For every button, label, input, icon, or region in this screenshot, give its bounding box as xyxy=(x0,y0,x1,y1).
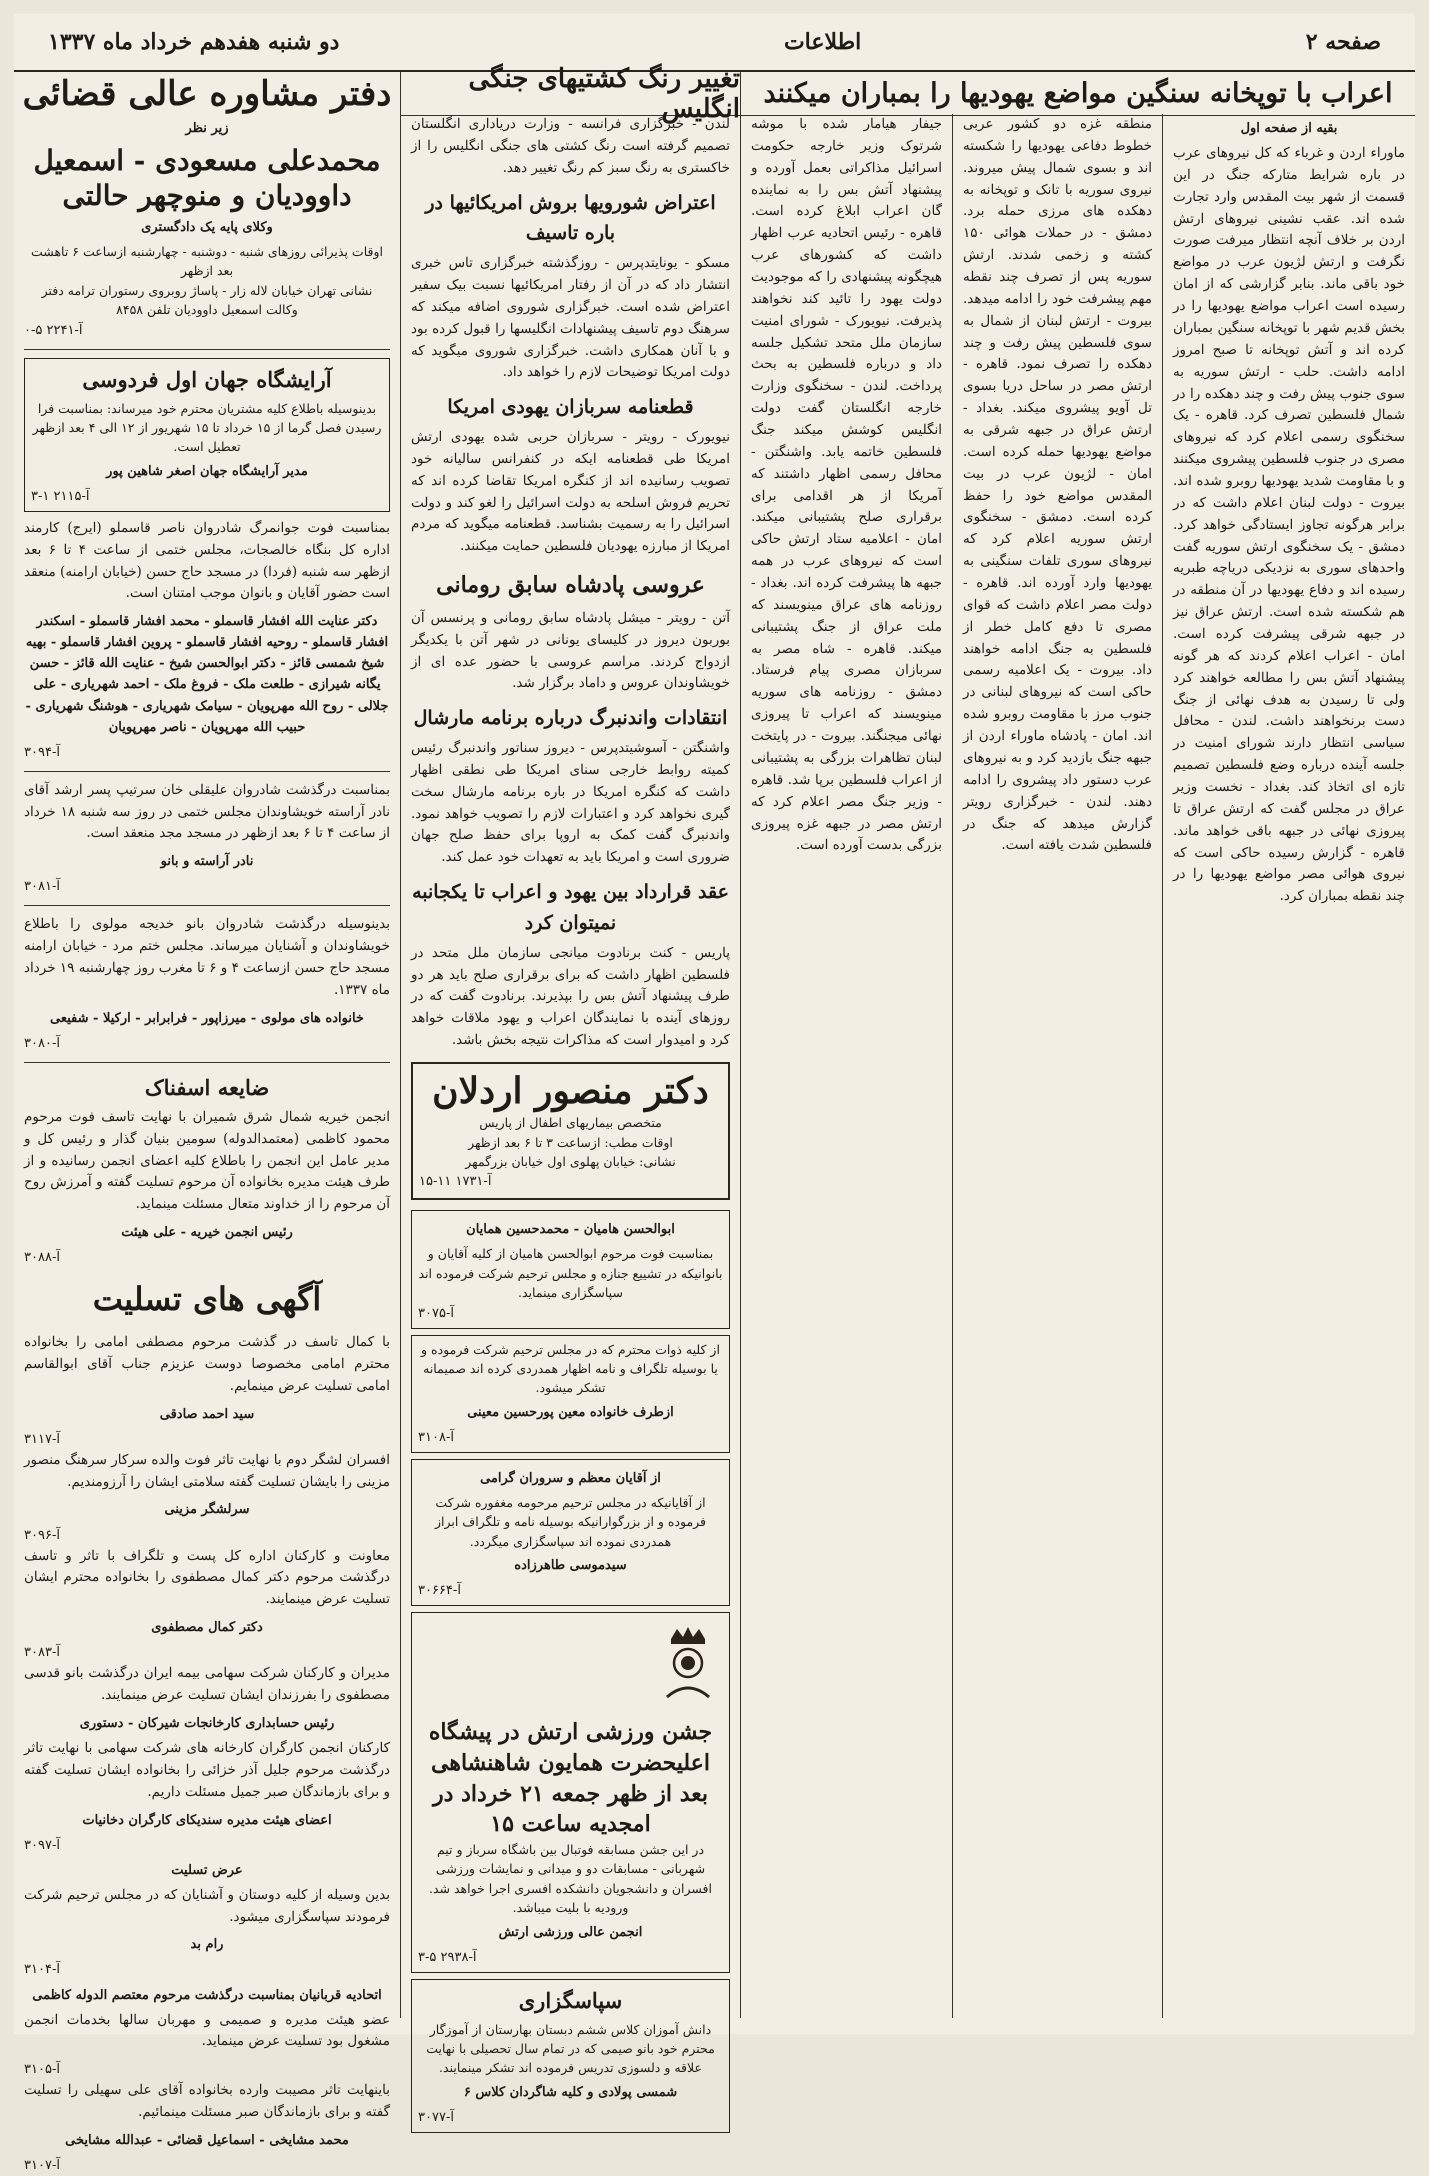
loss-code: آ-۳۰۸۸ xyxy=(24,1250,60,1266)
thanks-ad-3 xyxy=(411,1459,730,1606)
news-veterans-text: نیویورک - رویتر - سربازان حربی شده یهودی ارتش امریکا طی قطعنامه ایکه در کنفرانس سالیانه خود تصویب رسانیده اند از کنگره امریکا تقاضا کرده اند که تحریم فروش اسلحه به دولت اسرائیل را لغو کند و دولت اسرائیل را به رسمیت بشناسد. قطعنامه میگوید که مردم امریکا از مبارزه یهودیان فلسطین حمایت میکنند. xyxy=(411,429,730,555)
news-truce-title: عقد قرارداد بین یهود و اعراب تا یکجانبه نمیتوان کرد xyxy=(412,881,729,934)
salon-title: آرایشگاه جهان اول فردوسی xyxy=(82,366,332,392)
thanks-ad-1 xyxy=(411,1210,730,1328)
sport-text: در این جشن مسابقه فوتبال بین باشگاه سرباز و تیم شهربانی - مسابقات دو و میدانی و نمایشات ورزشی افسران و دانشجویان دانشکده افسری اجرا خواهد شد. ورودیه با بلیت میباشد. xyxy=(428,1842,712,1916)
doctor-code: آ-۱۷۳۱ ۱۱-۱۵ xyxy=(419,1174,492,1190)
union-title: اتحادیه قربانیان بمناسبت درگذشت مرحوم معتصم الدوله کاظمی xyxy=(32,1987,382,2003)
thanks-3-sign: سیدموسی طاهرزاده xyxy=(514,1557,627,1573)
divider xyxy=(24,1062,390,1063)
last-notice-sign: محمد مشایخی - اسماعیل قضائی - عبدالله مشایخی xyxy=(65,2133,349,2149)
thanks-3-text: از آقایانیکه در مجلس ترحیم مرحومه مغفوره شرکت فرموده و از بزرگوارانیکه بوسیله نامه و تلگراف ابراز همدردی نموده اند سپاسگزاری میگردد. xyxy=(434,1494,707,1549)
thanks-4-sign: شمسی پولادی و کلیه شاگردان کلاس ۶ xyxy=(463,2084,678,2100)
doctor-hours: اوقات مطب: ازساعت ۳ تا ۶ بعد ازظهر xyxy=(468,1134,673,1150)
lead-text-1: ماوراء اردن و غرباء که کل نیروهای عرب در باره شرایط متارکه جنگ در این قسمت از شهر بیت المقدس وارد تجارت شده اند. عقب نشینی نیروهای ارتش اردن بر خلاف آنچه انتظار میرفت صورت نگرفت و ارتش لژیون عرب در مواضع خود باقی ماند. بنابر گزارشی که از امان رسیده است اعراب مواضع یهودیها را در بخش قدیم شهر با توپخانه سنگین بمباران کرده اند و آتش توپخانه تا صبح امروز ادامه داشت. حلب - ارتش سوریه به سوی جنوب پیش رفت و چند دهکده را در شمال فلسطین تصرف کرد. قاهره - یک سخنگوی رسمی اعلام کرد که نیروهای مصری در جنوب فلسطین پیشروی میکنند و با مقاومت شدید یهودیها روبرو شده اند. بیروت - دولت لبنان اعلام داشت که در برابر هرگونه تجاوز ایستادگی خواهد کرد. دمشق - یک سخنگوی ارتش سوریه گفت واحدهای سوری به نزدیکی دریاچه طبریه رسیده اند و دفاع یهودیها در آن منطقه در هم شکسته شده است. ارتش عراق نیز در جبهه شرقی پیشرفت کرده است. امان - اعراب اعلام کردند که هر گونه پیشنهاد آتش بس را مطالعه خواهند کرد ولی تا رسیدن به هدف نهائی از جنگ دست برنخواهند داشت. لندن - محافل سیاسی انتظار دارند شورای امنیت در جلسه آینده درباره وضع فلسطین تصمیم تازه ای اتخاذ کند. بغداد - نخست وزیر عراق در مجلس گفت که ارتش عراق تا پیروزی نهائی در جبهه باقی خواهد ماند. قاهره - گزارش رسیده حاکی است که نیروی هوائی مصر مواضع یهودیها را در چند نقطه بمباران کرد. xyxy=(1173,145,1405,905)
thanks-sign: رام بد xyxy=(190,1937,224,1953)
condolence-3-code: آ-۳۰۸۳ xyxy=(24,1645,60,1661)
office-hours: اوقات پذیرائی روزهای شنبه - دوشنبه - چهارشنبه ازساعت ۶ تاهشت بعد ازظهر xyxy=(31,244,383,279)
newspaper-page xyxy=(14,14,1415,2174)
condolence-5-text: کارکنان انجمن کارگران کارخانه های شرکت سهامی با نهایت تاثر درگذشت مرحوم جلیل آذر خزائی را بخانواده ایشان تسلیت گفته و برای بازماندگان صبر جمیل مسئلت داریم. xyxy=(24,1740,390,1800)
notice-2-sign: نادر آراسته و بانو xyxy=(160,854,254,870)
world-news-column xyxy=(401,114,741,2125)
last-notice-text: باینهایت تاثر مصیبت وارده بخانواده آقای علی سهیلی را تسلیت گفته و برای بازماندگان صبر مسئلت مینمائیم. xyxy=(24,2082,390,2121)
condolence-1-text: با کمال تاسف در گذشت مرحوم مصطفی امامی را بخانواده محترم امامی مخصوصا دوست عزیزم جناب آقای ابوالقاسم امامی تسلیت عرض مینمایم. xyxy=(24,1334,390,1394)
salon-text: بدینوسیله باطلاع کلیه مشتریان محترم خود میرساند: بمناسبت فرا رسیدن فصل گرما از ۱۵ خرداد تا ۱۵ شهریور از ۱۲ الی ۴ بعد ازظهر تعطیل است. xyxy=(32,400,382,455)
notice-1-code: آ-۳۰۹۴ xyxy=(24,744,60,760)
lead-text-3: جیفار هیامار شده با موشه شرتوک وزیر خارجه حکومت اسرائیل مذاکراتی بعمل آورده و پیشنهاد آتش بس را به نماینده گان اعراب ابلاغ کرده است. قاهره - رئیس اتحادیه عرب اظهار داشت که کشورهای عرب هیچگونه پیشنهادی را که موجودیت دولت یهود را تائید کند نخواهند پذیرفت. نیویورک - شورای امنیت سازمان ملل متحد تشکیل جلسه داد و درباره فلسطین به بحث پرداخت. لندن - سخنگوی وزارت خارجه انگلستان گفت دولت انگلیس کوشش میکند جنگ فلسطین خاتمه یابد. واشنگتن - محافل رسمی اظهار داشتند که آمریکا از هر اقدامی برای برقراری صلح پشتیبانی میکند. امان - اعلامیه ستاد ارتش حاکی است که نیروهای عرب در همه جبهه ها پیشرفت کرده اند. بغداد - روزنامه های عراق مینویسند که ملت عراق از جنگ پشتیبانی میکند. قاهره - شاه مصر به سربازان مصری پیام فرستاد. دمشق - روزنامه های سوریه مینویسند که اعراب تا پیروزی نهائی میجنگند. بیروت - در پایتخت لبنان تظاهرات بزرگی به پشتیبانی از اعراب فلسطین برپا شد. قاهره - وزیر جنگ مصر اعلام کرد که ارتش مصر در جبهه غزه پیروزی بزرگی بدست آورده است. xyxy=(751,116,942,854)
news-wedding-text: آتن - رویتر - میشل پادشاه سابق رومانی و پرنسس آن بوربون دیروز در کلیسای یونانی در شهر آتن با یکدیگر ازدواج کردند. مراسم عروسی با حضور عده ای از خویشاوندان عروس و داماد برگزار شد. xyxy=(411,609,730,692)
news-wedding-title: عروسی پادشاه سابق رومانی xyxy=(436,572,705,599)
loss-sign: رئیس انجمن خیریه - علی هیئت xyxy=(121,1225,293,1241)
lead-headline: اعراب با توپخانه سنگین مواضع یهودیها را بمباران میکنند xyxy=(741,72,1415,116)
thanks-text: بدین وسیله از کلیه دوستان و آشنایان که در مجلس ترحیم شرکت فرمودند سپاسگزاری میشود. xyxy=(24,1886,390,1925)
sport-sign: انجمن عالی ورزشی ارتش xyxy=(498,1924,643,1940)
news-paint-text: لندن - خبرگزاری فرانسه - وزارت دریاداری انگلستان تصمیم گرفته است رنگ کشتی های جنگی انگلیس را از خاکستری به رنگ سبز کم رنگ تغییر دهد. xyxy=(411,116,730,176)
divider xyxy=(24,771,390,772)
sport-ad xyxy=(411,1612,730,1973)
condolence-2-text: افسران لشگر دوم با نهایت تاثر فوت والده سرکار سرهنگ منصور مزینی را بایشان تسلیت گفته سلامتی ایشان را آرزومندیم. xyxy=(24,1451,390,1490)
col4-headline: تغییر رنگ کشتیهای جنگی انگلیس xyxy=(401,72,741,116)
notice-3-text: بدینوسیله درگذشت شادروان بانو خدیجه مولوی را باطلاع خویشاوندان و آشنایان میرساند. مجلس ختم مرد - خیابان ارامنه مسجد حاج حسن ازساعت ۴ و ۶ تا مغرب روز چهارشنبه ۱۹ خرداد ماه ۱۳۳۷. xyxy=(24,916,391,998)
union-text: عضو هیئت مدیره و صمیمی و مهربان سالها بخدمات انجمن مشغول بود تسلیت عرض مینماید. xyxy=(24,2011,390,2050)
news-soviet-text: مسکو - یونایتدپرس - روزگذشته خبرگزاری تاس خبری انتشار داد که در آن از رفتار امریکائیها نسبت بیک سفیر اعتراض شده است. خبرگزاری شوروی اضافه میکند که سرهنگ دوم تاسیف پیشنهادات انگلیسها را قبول کرده بود و با آنان همکاری داشت. خبرگزاری شوروی میگوید که دولت امریکا توضیحات لازم را خواهد داد. xyxy=(411,255,730,381)
issue-date: دو شنبه هفدهم خرداد ماه ۱۳۳۷ xyxy=(48,29,340,55)
thanks-ad-2 xyxy=(411,1335,730,1453)
condolence-1-sign: سید احمد صادقی xyxy=(159,1406,255,1422)
thanks-1-text: بمناسبت فوت مرحوم ابوالحسن هامیان از کلیه آقایان و بانوانیکه در تشییع جنازه و مجلس ترحیم شرکت فرموده اند سپاسگزاری مینماید. xyxy=(418,1246,723,1301)
notice-3-sign: خانواده های مولوی - میرزاپور - فرابرابر - ارکیلا - شفیعی xyxy=(50,1010,364,1026)
doctor-ad xyxy=(411,1062,730,1200)
condolence-section-title: آگهی های تسلیت xyxy=(92,1280,322,1319)
salon-sign: مدیر آرایشگاه جهان اصغر شاهین پور xyxy=(106,463,308,479)
thanks-3-title: از آقایان معظم و سروران گرامی xyxy=(480,1470,661,1486)
condolence-2-sign: سرلشگر مزینی xyxy=(164,1502,250,1518)
condolence-3-sign: دکتر کمال مصطفوی xyxy=(151,1620,263,1636)
page-number: صفحه ۲ xyxy=(1305,29,1381,55)
office-code: آ-۲۲۴۱ ۵-۰ xyxy=(24,322,83,338)
thanks-3-code: آ-۳۰۶۶۴ xyxy=(418,1583,461,1599)
condolence-5-code: آ-۳۰۹۷ xyxy=(24,1837,60,1853)
lead-column-1 xyxy=(1163,114,1415,2018)
thanks-ad-4 xyxy=(411,1979,730,2133)
condolence-2-code: آ-۳۰۹۶ xyxy=(24,1527,60,1543)
office-supervision: زیر نظر xyxy=(185,121,229,136)
news-truce-text: پاریس - کنت برنادوت میانجی سازمان ملل متحد در فلسطین اظهار داشت که برای برقراری صلح باید هر دو طرف پیشنهاد آتش بس را بپذیرند. برنادوت گفت که در روزهای آینده با نمایندگان اعراب و یهود ملاقات خواهد کرد و امیدوار است که مذاکرات نتیجه بخش باشد. xyxy=(411,944,730,1049)
loss-title: ضایعه اسفناک xyxy=(144,1074,270,1100)
classified-column xyxy=(14,114,401,2174)
union-code: آ-۳۱۰۵ xyxy=(24,2062,60,2078)
office-names: محمدعلی مسعودی - اسمعیل داوودیان و منوچهر حالتی xyxy=(33,144,381,213)
notice-2-text: بمناسبت درگذشت شادروان علیقلی خان سرتیپ پسر ارشد آقای نادر آراسته خویشاوندان مجلس ختمی در روز سه شنبه ۱۸ خرداد از ساعت ۴ تا ۶ بعد ازظهر در مسجد مجد منعقد است. xyxy=(24,781,390,842)
salon-code: آ-۲۱۱۵ ۱-۳ xyxy=(31,488,90,504)
thanks-title: عرض تسلیت xyxy=(171,1862,243,1878)
doctor-name: دکتر منصور اردلان xyxy=(432,1070,709,1112)
condolence-1-code: آ-۳۱۱۷ xyxy=(24,1431,60,1447)
divider xyxy=(24,349,390,350)
salon-ad xyxy=(24,358,390,512)
news-veterans-title: قطعنامه سربازان یهودی امریکا xyxy=(447,396,694,419)
condolence-4-text: مدیران و کارکنان شرکت سهامی بیمه ایران درگذشت بانو قدسی مصطفوی را بفرزندان ایشان تسلیت عرض مینمایند. xyxy=(24,1665,390,1704)
notice-1-text: بمناسبت فوت جوانمرگ شادروان ناصر قاسملو (ایرج) کارمند اداره کل بنگاه خالصجات، مجلس ختمی از ساعت ۴ تا ۶ بعد ازظهر سه شنبه (فردا) در مسجد حاج حسن (خیابان ارامنه) منعقد است حضور آقایان و بانوان موجب امتنان است. xyxy=(24,519,391,602)
crown-lion-emblem-icon xyxy=(653,1623,723,1703)
thanks-4-title: سپاسگزاری xyxy=(518,1987,623,2013)
news-marshall-title: انتقادات واندنبرگ درباره برنامه مارشال xyxy=(413,707,728,730)
notice-1-names: دکتر عنایت الله افشار قاسملو - محمد افشار قاسملو - اسکندر افشار قاسملو - روحیه افشار قاسملو - پروین افشار قاسملو - بهیه شیخ شمسی قائز - دکتر ابوالحسن شیخ - عنایت الله قائز - حسن یگانه شیرازی - طلعت ملک - فروغ ملک - احمد شهریاری - علی جلالی - روح الله مهرپویان - سیامک شهریاری - هوشنگ شهریاری - حبیب الله مهرپویان - ناصر مهرپویان xyxy=(25,614,389,735)
thanks-1-title: ابوالحسن هامیان - محمدحسین همایان xyxy=(466,1222,675,1238)
thanks-1-code: آ-۳۰۷۵ xyxy=(418,1305,454,1321)
lead-column-3 xyxy=(741,114,953,2018)
lead-column-2 xyxy=(953,114,1163,2018)
doctor-specialty: متخصص بیماریهای اطفال از پاریس xyxy=(479,1115,662,1131)
thanks-4-text: دانش آموزان کلاس ششم دبستان بهارستان از آموزگار محترم خود بانو صیمی که در تمام سال تحصیلی با نهایت علاقه و دلسوزی تدریس فرموده اند تشکر مینمایند. xyxy=(426,2021,715,2076)
thanks-2-code: آ-۳۱۰۸ xyxy=(418,1429,454,1445)
office-address: نشانی تهران خیابان لاله زار - پاساژ روبروی رستوران ترامه دفتر وکالت اسمعیل داوودیان تلفن ۸۴۵۸ xyxy=(41,282,373,318)
condolence-4-sign: رئیس حسابداری کارخانجات شیرکان - دستوری xyxy=(79,1715,335,1731)
news-soviet-title: اعتراض شورویها بروش امریکائیها در باره تاسیف xyxy=(425,191,716,245)
condolence-5-sign: اعضای هیئت مدیره سندیکای کارگران دخانیات xyxy=(82,1812,332,1828)
thanks-2-text: از کلیه ذوات محترم که در مجلس ترحیم شرکت فرموده و یا بوسیله تلگراف و نامه اظهار همدردی کرده اند صمیمانه تشکر میشود. xyxy=(421,1341,720,1396)
doctor-address: نشانی: خیابان پهلوی اول خیابان بزرگمهر xyxy=(465,1153,676,1169)
lead-subtitle: بقیه از صفحه اول xyxy=(1240,121,1338,136)
sport-code: آ-۲۹۳۸ ۵-۳ xyxy=(418,1949,477,1965)
sport-title: جشن ورزشی ارتش در پیشگاه اعلیحضرت همایون شاهنشاهی بعد از ظهر جمعه ۲۱ خرداد در امجدیه ساعت ۱۵ xyxy=(428,1718,713,1838)
loss-text: انجمن خیریه شمال شرق شمیران با نهایت تاسف فوت مرحوم محمود کاظمی (معتمدالدوله) سومین بنیان گذار و رئیس کل و مدیر عامل این انجمن را باطلاع کلیه اعضای انجمن رسانیده و از طرف هیئت مدیره بخانواده آن مرحوم تسلیت گفته و آمرزش روح آن مرحوم را از خداوند متعال مسئلت مینماید. xyxy=(24,1108,390,1213)
office-role: وکلای پایه یک دادگستری xyxy=(141,220,273,236)
news-marshall-text: واشنگتن - آسوشیتدپرس - دیروز سناتور واندنبرگ رئیس کمیته روابط خارجی سنای امریکا طی نطقی اظهار داشت که کنگره امریکا در باره برنامه مارشال سخت گیری نخواهد کرد و اعتبارات لازم را تصویب خواهد نمود. واندنبرگ گفت کمک به اروپا برای حفظ صلح جهان ضروری است و امریکا باید به تعهدات خود عمل کند. xyxy=(411,740,730,866)
condolence-3-text: معاونت و کارکنان اداره کل پست و تلگراف با تاثر و تاسف درگذشت مرحوم دکتر کمال مصطفوی را بخانواده محترم ایشان تسلیت عرض مینمایند. xyxy=(24,1547,390,1608)
ads-headline: دفتر مشاوره عالی قضائی xyxy=(14,72,401,116)
thanks-code: آ-۳۱۰۴ xyxy=(24,1962,60,1978)
notice-3-code: آ-۳۰۸۰ xyxy=(24,1035,60,1051)
divider xyxy=(24,905,390,906)
lead-text-2: منطقه غزه دو کشور عربی خطوط دفاعی یهودیها را شکسته اند و بسوی شمال پیش میروند. نیروی سوریه با تانک و توپخانه به دهکده های مرزی حمله برد. دمشق - در حملات هوائی ۱۵۰ کشته و زخمی شدند. ارتش سوریه پس از تصرف چند نقطه مهم پیشرفت خود را ادامه میدهد. بیروت - ارتش لبنان از شمال به سوی فلسطین پیش رفت و چند دهکده را تصرف نمود. قاهره - ارتش مصر در ساحل دریا بسوی تل آویو پیشروی میکند. بغداد - ارتش عراق در جبهه شرقی به مواضع یهودیها حمله کرده است. امان - لژیون عرب در بیت المقدس مواضع خود را حفظ کرده است. دمشق - سخنگوی ارتش سوریه اعلام کرد که نیروهای سوری تلفات سنگینی به یهودیها وارد آورده اند. قاهره - دولت مصر اعلام داشت که قوای مصری تا دفع کامل خطر از فلسطین به جنگ ادامه خواهند داد. بیروت - یک اعلامیه رسمی حاکی است که نیروهای لبنانی در جنوب مرز با مقاومت روبرو شده اند. امان - پادشاه ماوراء اردن از جبهه جنگ بازدید کرد و به نیروهای عرب دستور داد پیشروی را ادامه دهند. لندن - خبرگزاری رویتر گزارش میدهد که جنگ در فلسطین شدت یافته است. xyxy=(963,116,1152,854)
notice-2-code: آ-۳۰۸۱ xyxy=(24,879,60,895)
paper-name: اطلاعات xyxy=(783,29,862,55)
last-notice-code: آ-۳۱۰۷ xyxy=(24,2158,60,2174)
thanks-4-code: آ-۳۰۷۷ xyxy=(418,2109,454,2125)
thanks-2-title: ازطرف خانواده معین پورحسین معینی xyxy=(467,1404,674,1420)
